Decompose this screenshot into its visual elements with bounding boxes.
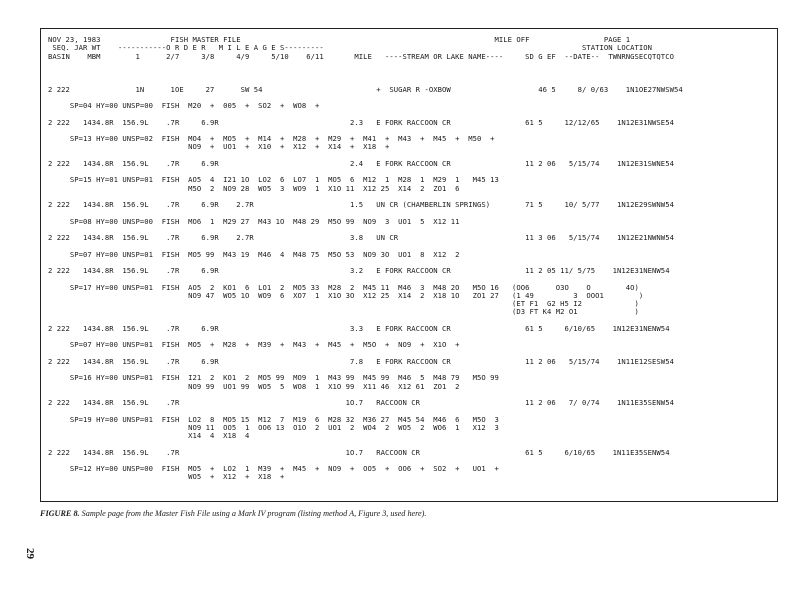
printout-line: 2 222 1434.8R 156.9L .7R 6.9R 3.3 E FORK RACCOON CR 61 5 6/10/65 1N12E31NENW54: [48, 323, 670, 333]
printout-line: SP=19 HY=00 UNSP=01 FISH LO2 8 MO5 15 M12 7 M19 6 M28 32 M36 27 M45 54 M46 6 M5O 3: [48, 414, 499, 424]
printout-line: SP=16 HY=00 UNSP=01 FISH I21 2 KO1 2 MO5 99 MO9 1 M43 99 M45 99 M46 5 M48 79 M5O 99: [48, 373, 499, 383]
printout-line: (D3 FT K4 M2 O1 ): [48, 307, 639, 317]
figure-caption: [40, 508, 560, 519]
printout-line: SEQ. JAR WT -----------O R D E R M I L E A G E S--------- STATION LOCATION: [48, 43, 653, 53]
printout-line: SP=08 HY=00 UNSP=00 FISH MO6 1 M29 27 M43 1O M48 29 M5O 99 NO9 3 UO1 5 X12 11: [48, 216, 460, 226]
printout-line: M5O 2 NO9 28 WO5 3 WO9 1 X1O 11 X12 25 X14 2 ZO1 6: [48, 183, 460, 193]
printout-line: 2 222 1434.8R 156.9L .7R 1O.7 RACCOON CR 11 2 06 7/ 0/74 1N11E35SENW54: [48, 398, 674, 407]
printout-line: SP=12 HY=00 UNSP=00 FISH MO5 + LO2 1 M39 + M45 + NO9 + OO5 + OO6 + SO2 + UO1 +: [48, 464, 499, 473]
printout-line: 2 222 1434.8R 156.9L .7R 6.9R 7.8 E FORK RACCOON CR 11 2 06 5/15/74 1N11E12SESW54: [48, 356, 674, 366]
printout-line: SP=04 HY=00 UNSP=00 FISH M20 + 005 + SO2 + WO8 +: [48, 101, 320, 110]
figure-caption-text: Sample page from the Master Fish File using a Mark IV program (listing method A, Figure 3, used here).: [79, 509, 427, 518]
printout-line: NO9 + UO1 + X10 + X12 + X14 + X18 +: [48, 142, 390, 152]
printout-line: SP=07 HY=00 UNSP=01 FISH MO5 99 M43 19 M46 4 M48 75 M5O 53 NO9 3O UO1 8 X12 2: [48, 249, 460, 259]
printout-line: 2 222 1434.8R 156.9L .7R 6.9R 2.3 E FORK RACCOON CR 61 5 12/12/65 1N12E31NWSE54: [48, 117, 674, 127]
printout-line: 2 222 1434.8R 156.9L .7R 1O.7 RACCOON CR 61 5 6/10/65 1N11E35SENW54: [48, 447, 670, 457]
page-number: 29: [24, 548, 36, 559]
printout-sheet: [40, 28, 778, 502]
printout-line: SP=13 HY=00 UNSP=02 FISH MO4 + MO5 + M14 + M28 + M29 + M41 + M43 + M45 + M50 +: [48, 134, 495, 143]
printout-line: 2 222 1434.8R 156.9L .7R 6.9R 2.7R 1.5 UN CR (CHAMBERLIN SPRINGS) 71 5 10/ 5/77 1N12E29SWNW54: [48, 200, 674, 209]
printout-line: NO9 47 WO5 1O WO9 6 XO7 1 X1O 3O X12 25 X14 2 X18 1O ZO1 27 (1 49 3 OOO1 ): [48, 290, 644, 300]
printout-line: SP=15 HY=01 UNSP=01 FISH AO5 4 I21 1O LO2 6 LO7 1 MO5 6 M12 1 M28 1 M29 1 M45 13: [48, 175, 499, 185]
printout-line: 2 222 1N 1OE 27 SW 54 + SUGAR R -OXBOW 46 5 8/ 0/63 1N1OE27NWSW54: [48, 84, 683, 94]
printout-line: (ET F1 G2 H5 I2 ): [48, 299, 639, 308]
printout-line: BASIN MBM 1 2/7 3/8 4/9 5/10 6/11 MILE ----STREAM OR LAKE NAME---- SD G EF --DATE-- TWNRNGSECQTQTCO: [48, 51, 674, 61]
printout-line: NO9 11 OO5 1 OO6 13 O1O 2 UO1 2 WO4 2 WO5 2 WO6 1 X12 3: [48, 422, 499, 432]
printout-line: NOV 23, 1983 FISH MASTER FILE MILE OFF PAGE 1: [48, 35, 631, 44]
printout-line: 2 222 1434.8R 156.9L .7R 6.9R 2.4 E FORK RACCOON CR 11 2 06 5/15/74 1N12E31SWNE54: [48, 158, 674, 168]
printout-line: 2 222 1434.8R 156.9L .7R 6.9R 2.7R 3.8 UN CR 11 3 06 5/15/74 1N12E21NWNW54: [48, 233, 674, 242]
printout-line: SP=07 HY=00 UNSP=01 FISH MO5 + M28 + M39 + M43 + M45 + M5O + NO9 + X1O +: [48, 340, 460, 350]
printout-line: X14 4 X18 4: [48, 431, 250, 440]
figure-label: FIGURE 8.: [40, 509, 80, 518]
printout-line: 2 222 1434.8R 156.9L .7R 6.9R 3.2 E FORK RACCOON CR 11 2 05 11/ 5/75 1N12E31NENW54: [48, 266, 670, 275]
printout-line: WO5 + X12 + X18 +: [48, 472, 285, 482]
printout-line: SP=17 HY=00 UNSP=01 FISH AO5 2 KO1 6 LO1 2 MO5 33 M28 2 M45 11 M46 3 M48 2O M5O 16 (OO6 O3O O 4O): [48, 282, 639, 292]
printout-line: NO9 99 UO1 99 WO5 5 WO8 1 X1O 99 X11 46 X12 61 ZO1 2: [48, 381, 460, 391]
